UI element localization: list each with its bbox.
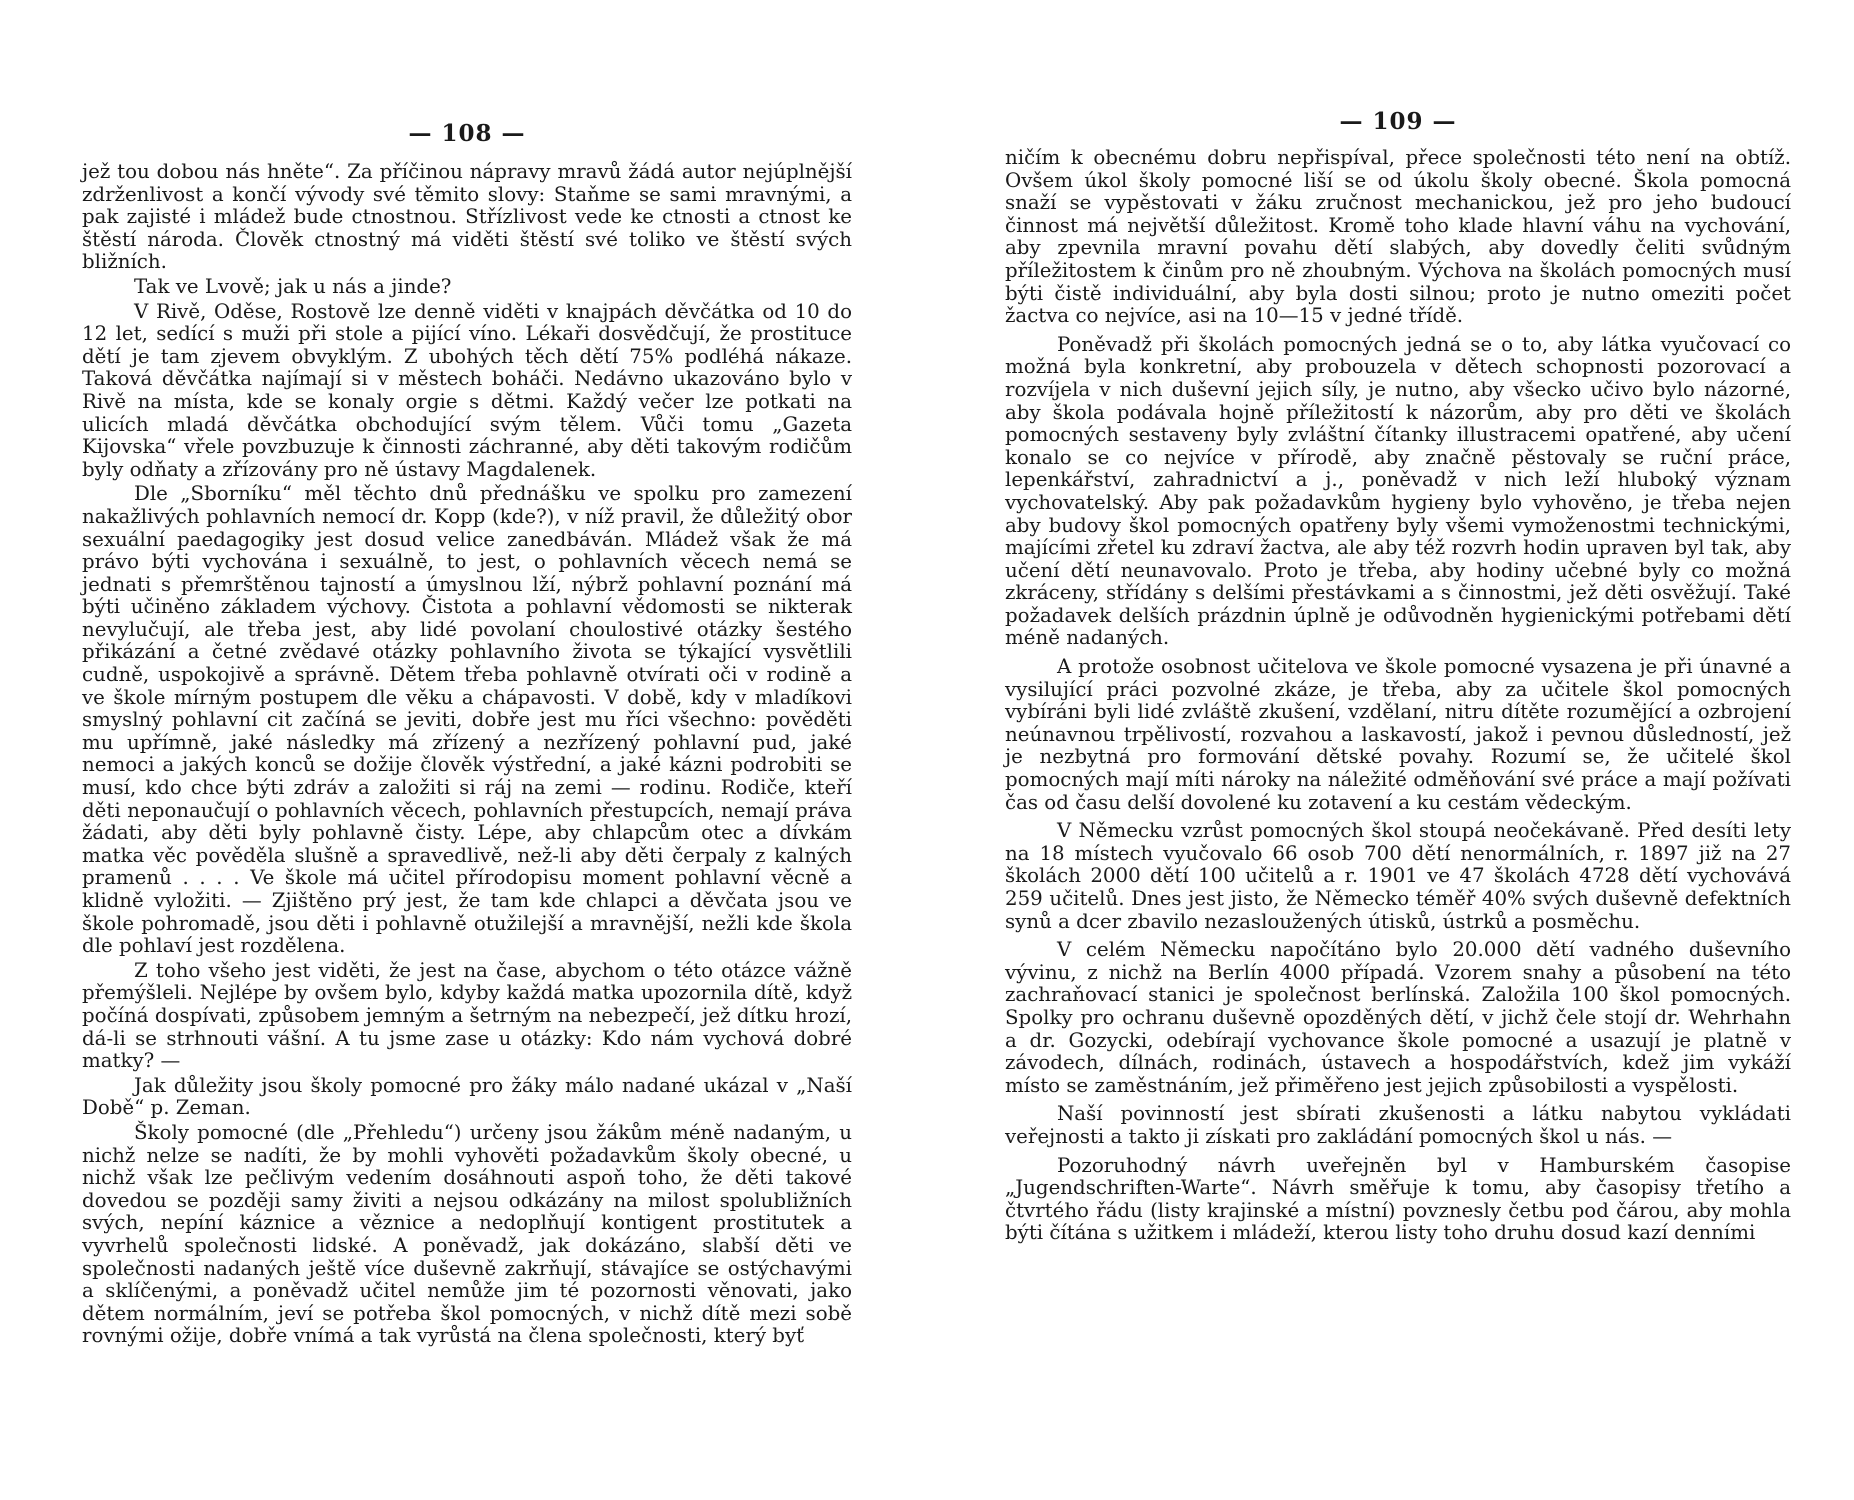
page-text [1005,147,1791,1245]
page-number: — 109 — [1339,108,1457,135]
paragraph: Školy pomocné (dle „Přehledu“) určeny jsou žákům méně nadaným, u nichž nelze se nadíti, že by mohli vyhověti požadavkům školy obecné, u nichž však lze pečlivým vedením dosáhnouti aspoň toho, že děti takové dovedou se později samy živiti a nejsou odkázány na milost spolubližních svých, nepíní káznice a věznice a nedoplňují kontigent prostitutek a vyvrhelů společnosti lidské. A poněvadž, jak dokázáno, slabší děti ve společnosti nadaných ještě více duševně zakrňují, stávajíce se ostýchavými a sklíčenými, a poněvadž učitel nemůže jim té pozornosti věnovati, jako dětem normálním, jeví se potřeba škol pomocných, v nichž dítě mezi sobě rovnými ožije, dobře vnímá a tak vyrůstá na člena společnosti, který byť [82,1120,852,1348]
paragraph: Poněvadž při školách pomocných jedná se o to, aby látka vyučovací co možná byla konkretní, aby probouzela v dětech schopnosti pozorovací a rozvíjela v nich duševní jejich síly, je nutno, aby všecko učivo bylo názorné, aby škola podávala hojně příležitostí k názorům, aby pro děti ve školách pomocných sestaveny byly zvláštní čítanky illustracemi opatřené, aby učení konalo se co nejvíce v přírodě, aby značně pěstovaly se ruční práce, lepenkářství, zahradnictví a j., poněvadž v nich leží hluboký význam vychovatelský. Aby pak požadavkům hygieny bylo vyhověno, je třeba nejen aby budovy škol pomocných opatřeny byly všemi vymoženostmi technickými, majícími zřetel ku zdraví žactva, ale aby též rozvrh hodin upraven byl tak, aby učení dětí neunavovalo. Proto je třeba, aby hodiny učebné byly co možná zkráceny, střídány s delšími přestávkami a s činnostmi, jež děti osvěžují. Také požadavek delších prázdnin úplně je odůvodněn hygienickými potřebami dětí méně nadaných. [1005,332,1791,650]
page-number: — 108 — [408,120,526,147]
paragraph: Tak ve Lvově; jak u nás a jinde? [134,274,452,298]
paragraph: Pozoruhodný návrh uveřejněn byl v Hamburském časopise „Jugendschriften-Warte“. Návrh směřuje k tomu, aby časopisy třetího a čtvrtého řádu (listy krajinské a místní) povznesly četbu pod čárou, aby mohla býti čítána s užitkem i mládeží, kterou listy toho druhu dosud kazí denními [1005,1153,1791,1245]
paragraph: Jak důležity jsou školy pomocné pro žáky málo nadané ukázal v „Naší Době“ p. Zeman. [82,1073,852,1120]
paragraph: A protože osobnost učitelova ve škole pomocné vysazena je při únavné a vysilující práci pozvolné zkáze, je třeba, aby za učitele škol pomocných vybíráni byli lidé zvláště zkušení, vzdělaní, nitru dítěte rozumějící a ozbrojení neúnavnou trpělivostí, rozvahou a laskavostí, jakož i pevnou důsledností, jež je nezbytná pro formování dětské povahy. Rozumí se, že učitelé škol pomocných mají míti nároky na náležité odměňování své práce a mají požívati čas od času delší dovolené ku zotavení a ku cestám vědeckým. [1005,655,1791,814]
paragraph: ničím k obecnému dobru nepřispíval, přece společnosti této není na obtíž. Ovšem úkol školy pomocné liší se od úkolu školy obecné. Škola pomocná snaží se vypěstovati v žáku zručnost mechanickou, jež pro jeho budoucí činnost má největší důležitost. Kromě toho klade hlavní váhu na vychování, aby zpevnila mravní povahu dětí slabých, aby dovedly čeliti svůdným příležitostem k činům pro ně zhoubným. Výchova na školách pomocných musí býti čistě individuální, aby byla dosti silnou; proto je nutno omeziti počet žactva co nejvíce, asi na 10—15 v jedné třídě. [1005,146,1791,328]
right-page [1005,0,1791,1251]
paragraph: jež tou dobou nás hněte“. Za příčinou nápravy mravů žádá autor nejúplnější zdrženlivost a končí vývody své těmito slovy: Staňme se sami mravnými, a pak zajisté i mládež bude ctnostnou. Střízlivost vede ke ctnosti a ctnost ke štěstí národa. Člověk ctnostný má viděti štěstí své toliko ve štěstí svých bližních. [82,160,852,274]
paragraph: Naší povinností jest sbírati zkušenosti a látku nabytou vykládati veřejnosti a takto ji získati pro zakládání pomocných škol u nás. — [1005,1102,1791,1148]
paragraph: V Rivě, Oděse, Rostově lze denně viděti v knajpách děvčátka od 10 do 12 let, sedící s muži při stole a pijící víno. Lékaři dosvědčují, že prostituce dětí je tam zjevem obvyklým. Z ubohých těch dětí 75% podléhá nákaze. Taková děvčátka najímají si v městech boháči. Nedávno ukazováno bylo v Rivě na místa, kde se konaly orgie s dětmi. Každý večer lze potkati na ulicích mladá děvčátka obchodující svým tělem. Vůči tomu „Gazeta Kijovska“ vřele povzbuzuje k činnosti záchranné, aby děti takovým rodičům byly odňaty a zřízovány pro ně ústavy Magdalenek. [82,299,852,481]
paragraph: V celém Německu napočítáno bylo 20.000 dětí vadného duševního vývinu, z nichž na Berlín 4000 případá. Vzorem snahy a působení na této zachraňovací stanici je společnost berlínská. Založila 100 škol pomocných. Spolky pro ochranu duševně opozděných dětí, v jichž čele stojí dr. Wehrhahn a dr. Gozycki, odebírají vychovance škole pomocné a usazují je platně v závodech, dílnách, rodinách, ústavech a hospodářstvích, kdež jim vykáží místo se zaměstnáním, jež přiměřeno jest jejich způsobilosti a vyspělosti. [1005,938,1791,1097]
paragraph: Z toho všeho jest viděti, že jest na čase, abychom o této otázce vážně přemýšleli. Nejlépe by ovšem bylo, kdyby každá matka upozornila dítě, když počíná dospívati, způsobem jemným a šetrným na nebezpečí, jež dítku hrozí, dá-li se strhnouti vášní. A tu jsme zase u otázky: Kdo nám vychová dobré matky? — [82,958,852,1073]
paragraph: V Německu vzrůst pomocných škol stoupá neočekávaně. Před desíti lety na 18 místech vyučovalo 66 osob 700 dětí nenormálních, r. 1897 již na 27 školách 2000 dětí 100 učitelů a r. 1901 ve 47 školách 4728 dětí vychovává 259 učitelů. Dnes jest jisto, že Německo téměř 40% svých duševně defektních synů a dcer zbavilo nezasloužených útisků, ústrků a posměchu. [1005,819,1791,933]
left-page [82,0,852,1350]
page-text [82,161,852,1348]
paragraph: Dle „Sborníku“ měl těchto dnů přednášku ve spolku pro zamezení nakažlivých pohlavních nemocí dr. Kopp (kde?), v níž pravil, že důležitý obor sexuální paedagogiky jest dosud velice zanedbáván. Mládež však že má právo býti vychována i sexuálně, to jest, o pohlavních věcech nemá se jednati s přemrštěnou tajností a úmyslnou lží, nýbrž pohlavní poznání má býti učiněno základem výchovy. Čistota a pohlavní vědomosti se nikterak nevylučují, ale třeba jest, aby lidé povolaní choulostivé otázky šestého přikázání a četné zvědavé otázky pohlavního života se týkající vysvětlili cudně, uspokojivě a správně. Dětem třeba pohlavně otvírati oči v rodině a ve škole mírným postupem dle věku a chápavosti. V době, kdy v mladíkovi smyslný pohlavní cit začíná se jeviti, dobře jest mu říci všechno: pověděti mu upřímně, jaké následky má zřízený a nezřízený pohlavní pud, jaké nemoci a jakých konců se dožije člověk výstřední, a jaké kázni podrobiti se musí, kdo chce býti zdráv a založiti si ráj na zemi — rodinu. Rodiče, kteří děti neponaučují o pohlavních věcech, pohlavních přestupcích, nemají práva žádati, aby děti byly pohlavně čisty. Lépe, aby chlapcům otec a dívkám matka věc pověděla slušně a spravedlivě, než-li aby děti čerpaly z kalných pramenů . . . . Ve škole má učitel přírodopisu moment pohlavní věcně a klidně vyložiti. — Zjištěno prý jest, že tam kde chlapci a děvčata jsou ve škole pohromadě, jsou děti i pohlavně otužilejší a mravnější, nežli kde škola dle pohlaví jest rozdělena. [82,482,852,958]
